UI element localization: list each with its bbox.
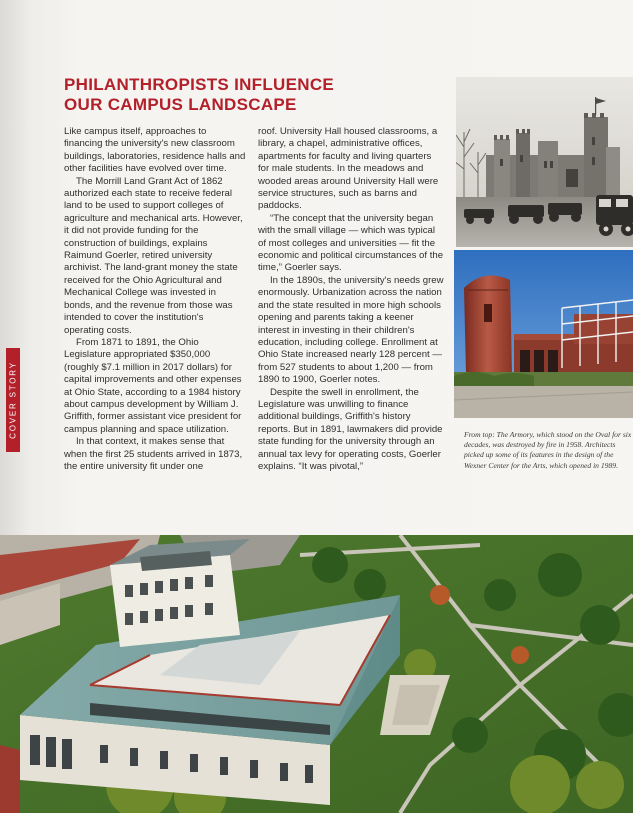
wexner-center-photo	[454, 250, 633, 418]
section-tab	[6, 348, 20, 452]
wexner-center-photo-drawing	[454, 250, 633, 418]
aerial-campus-photo-drawing	[0, 535, 633, 813]
body-column-right	[258, 126, 444, 473]
paragraph: “The concept that the university began with the small village — which was typical of most colleges and universities — fit the economic and political circumstances of the time,” Goerler says.	[258, 212, 444, 274]
paragraph: From 1871 to 1891, the Ohio Legislature appropriated $350,000 (roughly $7.1 million in 2017 dollars) for capital improvements and other expenses at Ohio State, according to a 1984 history about campus development by William J. Griffith, former assistant vice president for campus planning and space utilization.	[64, 336, 242, 435]
photo-caption: From top: The Armory, which stood on the Oval for six decades, was destroyed by fire in 1958. Architects picked up some of its features in the design of the Wexner Center for the Arts, which opened in 1989.	[464, 430, 632, 470]
paragraph: Despite the swell in enrollment, the Legislature was unwilling to finance additional buildings, Griffith's history reports. But in 1891, lawmakers did provide state funding for the university through an annual tax levy for operating costs, Goerler explains. “It was pivotal,”	[258, 386, 443, 472]
article-headline	[64, 75, 394, 115]
section-tab-label: COVER STORY	[8, 361, 18, 439]
paragraph: roof. University Hall housed classrooms, a library, a chapel, administrative offices, apartments for faculty and living quarters for male students. In the meadows and wooded areas around University Hall were service structures, such as barns and paddocks.	[258, 126, 439, 212]
paragraph: Like campus itself, approaches to financing the university's new classroom buildings, laboratories, residence halls and other facilities have evolved over time.	[64, 126, 246, 175]
aerial-campus-photo	[0, 535, 633, 813]
paragraph: The Morrill Land Grant Act of 1862 authorized each state to receive federal land to be used to support colleges of agriculture and mechanical arts. However, it did not provide funding for the construction of buildings, explains Raimund Goerler, retired university archivist. The land-grant money the state received for the Ohio Agricultural and Mechanical College was invested in bonds, and the revenue from those was intended to cover the institution's operating costs.	[64, 175, 243, 336]
paragraph: In that context, it makes sense that when the first 25 students arrived in 1873, the entire university fit under one	[64, 436, 243, 472]
body-column-left	[64, 126, 246, 473]
armory-photo	[456, 77, 633, 247]
armory-photo-drawing	[456, 77, 633, 247]
paragraph: In the 1890s, the university's needs grew enormously. Urbanization across the nation and the state resulted in more high schools opening and parents taking a keener interest in investing in their children's education, including college. Enrollment at Ohio State increased nearly 128 percent — from 527 students to about 1,200 — from 1890 to 1900, Goerler notes.	[258, 274, 444, 386]
headline-line-2: OUR CAMPUS LANDSCAPE	[64, 95, 297, 114]
headline-line-1: PHILANTHROPISTS INFLUENCE	[64, 75, 335, 94]
